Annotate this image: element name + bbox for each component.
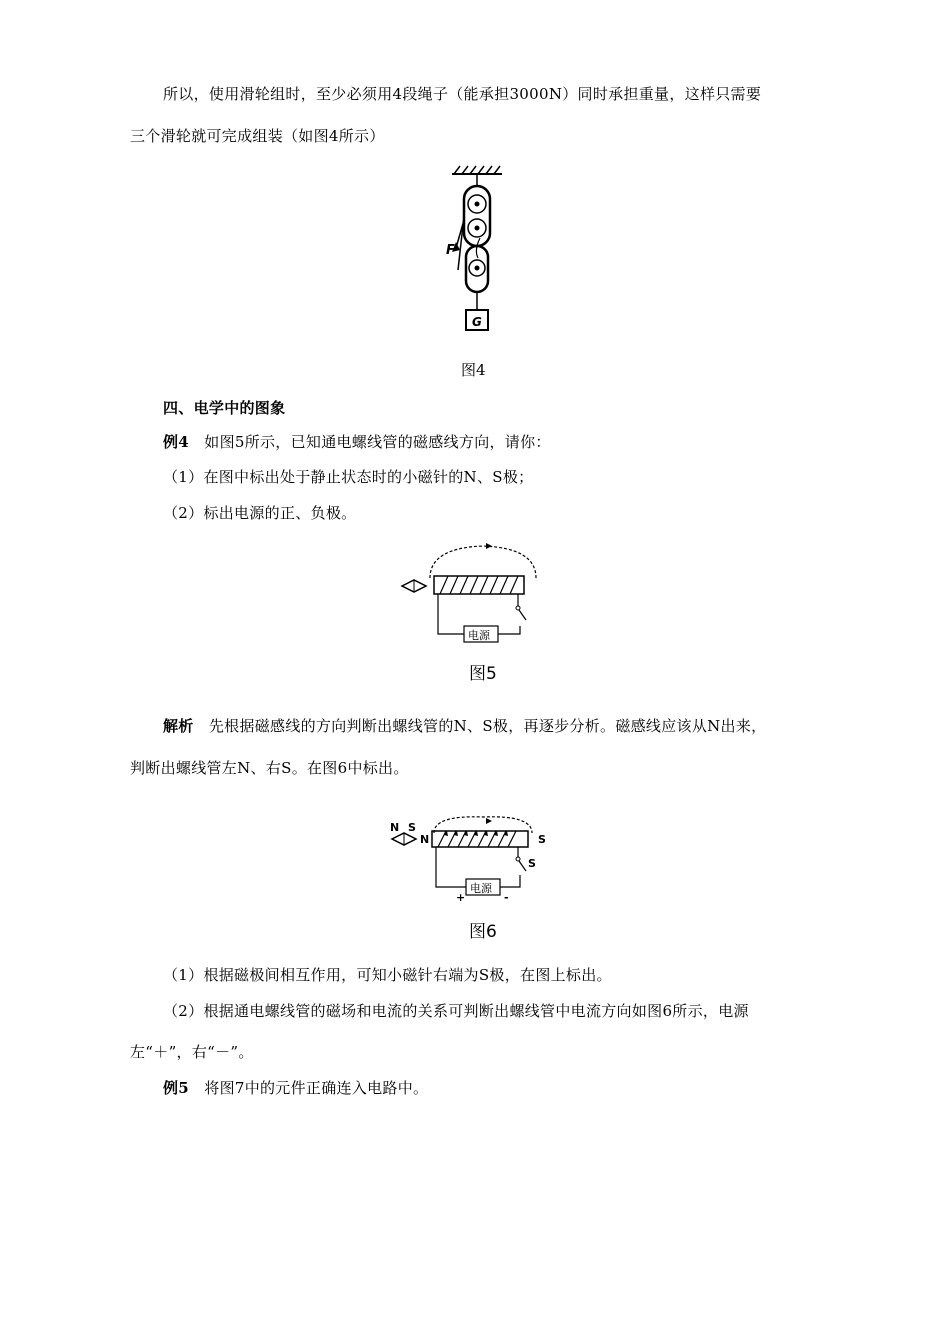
force-label: F: [446, 243, 455, 258]
example-line: [163, 432, 551, 452]
power-source-label: 电源: [468, 629, 490, 642]
question-item: （1）在图中标出处于静止状态时的小磁针的N、S极；: [163, 468, 534, 486]
example-label: 例4: [163, 433, 190, 451]
example-label: 例5: [163, 1079, 190, 1097]
needle-n-label: N: [390, 821, 400, 834]
needle-s-label: S: [408, 821, 416, 834]
analysis-label: 解析: [163, 717, 194, 735]
solenoid-figure: [398, 540, 548, 650]
plus-label: +: [456, 891, 466, 904]
question-item: （2）标出电源的正、负极。: [163, 504, 357, 522]
example-text: 如图5所示，已知通电螺线管的磁感线方向，请你：: [204, 433, 551, 451]
switch-label: S: [528, 857, 536, 870]
paragraph-line: 三个滑轮就可完成组装（如图4所示）: [130, 127, 385, 145]
solenoid-answer-figure: [388, 815, 558, 907]
example-line: [163, 1078, 428, 1098]
weight-label: G: [472, 315, 482, 329]
paragraph-line: 所以，使用滑轮组时，至少必须用4段绳子（能承担3000N）同时承担重量，这样只需要: [163, 85, 762, 103]
figure-caption: 图4: [461, 361, 486, 379]
power-source-label: 电源: [470, 882, 492, 895]
answer-line: （2）根据通电螺线管的磁场和电流的关系可判断出螺线管中电流方向如图6所示，电源: [163, 1002, 749, 1020]
analysis-text: 先根据磁感线的方向判断出螺线管的N、S极，再逐步分析。磁感线应该从N出来，: [208, 717, 767, 735]
answer-line: （1）根据磁极间相互作用，可知小磁针右端为S极，在图上标出。: [163, 966, 612, 984]
coil-left-label: N: [420, 833, 430, 846]
answer-line: 左“＋”，右“－”。: [130, 1043, 254, 1061]
figure-caption: 图6: [469, 922, 497, 942]
example-text: 将图7中的元件正确连入电路中。: [204, 1079, 429, 1097]
figure-caption: 图5: [469, 664, 497, 684]
analysis-line: 判断出螺线管左N、右S。在图6中标出。: [130, 759, 409, 777]
analysis-line: [163, 716, 766, 736]
coil-right-label: S: [538, 833, 546, 846]
minus-label: -: [504, 891, 509, 904]
section-heading: 四、电学中的图象: [163, 399, 286, 417]
pulley-system-figure: [440, 160, 520, 340]
